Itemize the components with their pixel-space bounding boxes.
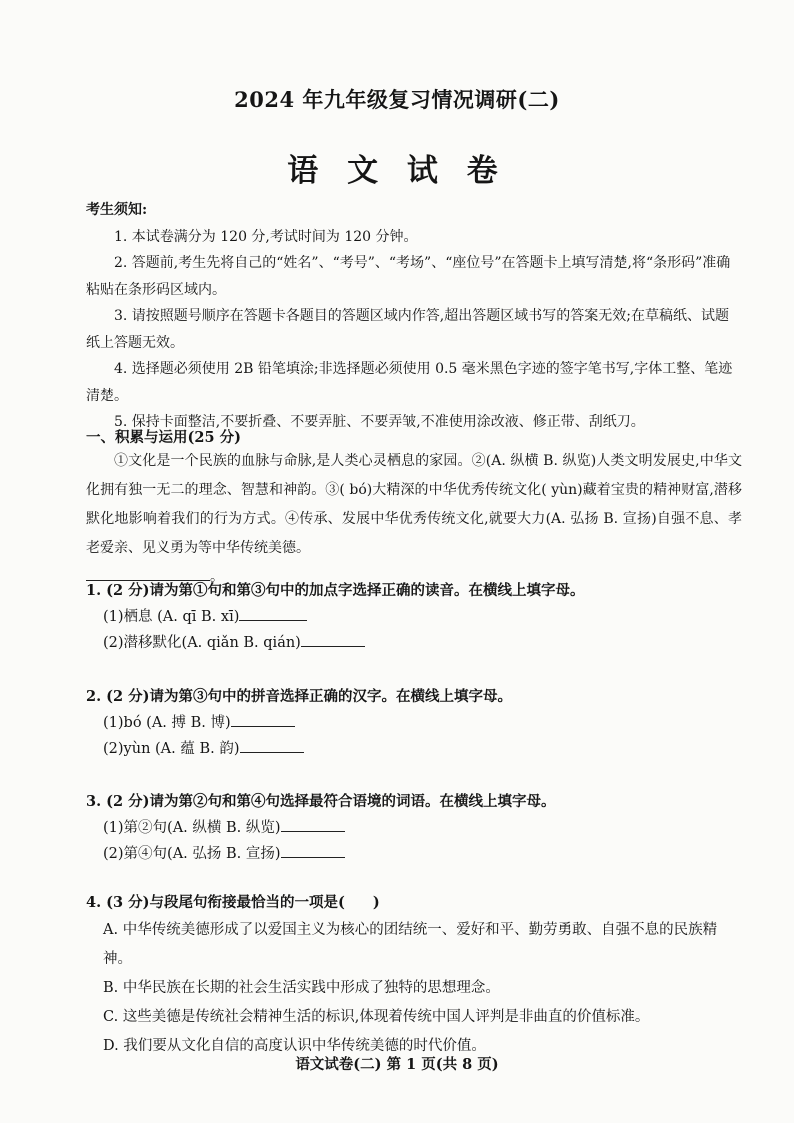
answer-blank[interactable] xyxy=(281,817,345,832)
sub-question xyxy=(86,841,746,867)
sub-question xyxy=(86,710,746,736)
sub-question-text: (1)bó (A. 搏 B. 博) xyxy=(103,715,231,731)
answer-blank[interactable] xyxy=(281,843,345,858)
sub-question xyxy=(86,736,746,762)
sub-question-text: (1)栖息 (A. qī B. xī) xyxy=(103,609,240,625)
sub-question xyxy=(86,604,746,630)
sub-question xyxy=(86,630,746,656)
question-stem-end: ) xyxy=(372,894,380,911)
question-stem: 1. (2 分)请为第①句和第③句中的加点字选择正确的读音。在横线上填字母。 xyxy=(86,582,585,599)
question-stem: 3. (2 分)请为第②句和第④句选择最符合语境的词语。在横线上填字母。 xyxy=(86,793,556,810)
question-stem: 2. (2 分)请为第③句中的拼音选择正确的汉字。在横线上填字母。 xyxy=(86,688,513,705)
answer-blank[interactable] xyxy=(231,712,295,727)
answer-blank[interactable] xyxy=(240,738,304,753)
notice-item: 1. 本试卷满分为 120 分,考试时间为 120 分钟。 xyxy=(114,228,418,245)
choice-d: D. 我们要从文化自信的高度认识中华传统美德的时代价值。 xyxy=(103,1038,486,1054)
candidate-notice xyxy=(86,197,742,436)
sub-question-text: (2)yùn (A. 蕴 B. 韵) xyxy=(103,741,240,757)
notice-heading: 考生须知: xyxy=(86,202,148,218)
choice-a: A. 中华传统美德形成了以爱国主义为核心的团结统一、爱好和平、勤劳勇敢、自强不息的民族精神。 xyxy=(103,922,718,967)
question-4 xyxy=(86,890,746,1061)
choice-b: B. 中华民族在长期的社会生活实践中形成了独特的思想理念。 xyxy=(103,980,500,996)
answer-blank[interactable] xyxy=(239,606,307,621)
passage-answer-blank[interactable]: 。 xyxy=(86,563,742,592)
choice-c: C. 这些美德是传统社会精神生活的标识,体现着传统中国人评判是非曲直的价值标准。 xyxy=(103,1009,650,1025)
question-3 xyxy=(86,789,746,867)
question-2 xyxy=(86,684,746,762)
notice-item: 2. 答题前,考生先将自己的“姓名”、“考号”、“考场”、“座位号”在答题卡上填写清楚,将“条形码”准确粘贴在条形码区域内。 xyxy=(86,255,731,298)
subject-title: 语 文 试 卷 xyxy=(287,153,507,189)
sub-question-text: (1)第②句(A. 纵横 B. 纵览) xyxy=(103,820,281,836)
sub-question-text: (2)潜移默化(A. qiǎn B. qián) xyxy=(103,635,301,651)
reading-passage xyxy=(86,447,742,592)
section-heading: 一、积累与运用(25 分) xyxy=(86,429,241,446)
question-1 xyxy=(86,578,746,656)
notice-item: 3. 请按照题号顺序在答题卡各题目的答题区域内作答,超出答题区域书写的答案无效;在草稿纸、试题纸上答题无效。 xyxy=(86,308,729,351)
notice-item: 4. 选择题必须使用 2B 铅笔填涂;非选择题必须使用 0.5 毫米黑色字迹的签字笔书写,字体工整、笔迹清楚。 xyxy=(86,361,733,404)
notice-item: 5. 保持卡面整洁,不要折叠、不要弄脏、不要弄皱,不准使用涂改液、修正带、刮纸刀。 xyxy=(114,414,645,430)
question-stem-text: 4. (3 分)与段尾句衔接最恰当的一项是( xyxy=(86,894,345,911)
answer-blank[interactable] xyxy=(301,632,365,647)
passage-text: ①文化是一个民族的血脉与命脉,是人类心灵栖息的家园。②(A. 纵横 B. 纵览)人类文明发展史,中华文化拥有独一无二的理念、智慧和神韵。③( bó)大精深的中华优秀传统文化( yùn)藏着宝贵的精神财富,潜移默化地影响着我们的行为方式。④传承、发展中华优秀传统文化,就要大力(A. 弘扬 B. 宣扬)自强不息、孝老爱亲、见义勇为等中华传统美德。 xyxy=(86,453,742,556)
sub-question xyxy=(86,815,746,841)
page-footer: 语文试卷(二) 第 1 页(共 8 页) xyxy=(295,1056,499,1073)
exam-title: 2024 年九年级复习情况调研(二) xyxy=(234,87,560,112)
sub-question-text: (2)第④句(A. 弘扬 B. 宣扬) xyxy=(103,846,281,862)
question-stem xyxy=(86,890,746,916)
